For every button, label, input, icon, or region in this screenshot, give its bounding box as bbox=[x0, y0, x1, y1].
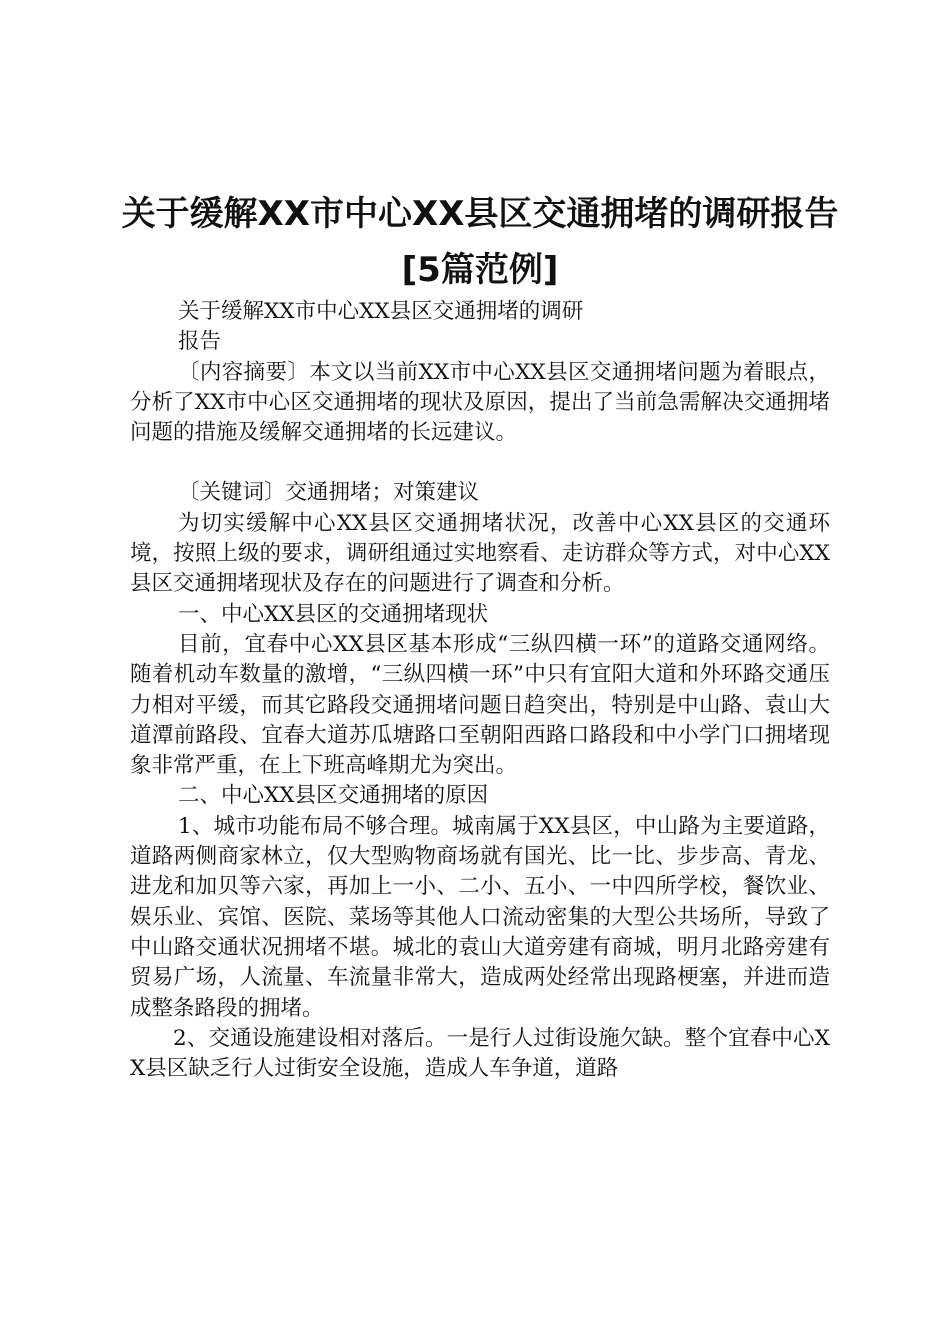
paragraph-intro: 为切实缓解中心XX县区交通拥堵状况，改善中心XX县区的交通环境，按照上级的要求，调研组通过实地察看、走访群众等方式，对中心XX县区交通拥堵现状及存在的问题进行了调查和分析。 bbox=[130, 510, 830, 597]
paragraph-abstract: 〔内容摘要〕本文以当前XX市中心XX县区交通拥堵问题为着眼点，分析了XX市中心区交通拥堵的现状及原因，提出了当前急需解决交通拥堵问题的措施及缓解交通拥堵的长远建议。 bbox=[130, 359, 830, 446]
paragraph-cause-2: 2、交通设施建设相对落后。一是行人过街设施欠缺。整个宜春中心XX县区缺乏行人过街安全设施，造成人车争道，道路 bbox=[130, 1025, 830, 1082]
paragraph-keywords: 〔关键词〕交通拥堵；对策建议 bbox=[178, 480, 480, 506]
paragraph-subtitle-line1: 关于缓解XX市中心XX县区交通拥堵的调研 bbox=[178, 299, 584, 324]
paragraph-status: 目前，宜春中心XX县区基本形成“三纵四横一环”的道路交通网络。随着机动车数量的激增，“三纵四横一环”中只有宜阳大道和外环路交通压力相对平缓，而其它路段交通拥堵问题日趋突出，特别是中山路、袁山大道潭前路段、宜春大道苏瓜塘路口至朝阳西路口路段和中小学门口拥堵现象非常严重，在上下班高峰期尤为突出。 bbox=[130, 631, 830, 779]
section-heading-causes: 二、中心XX县区交通拥堵的原因 bbox=[178, 783, 489, 809]
section-heading-status: 一、中心XX县区的交通拥堵现状 bbox=[178, 601, 489, 627]
paragraph-subtitle-line2: 报告 bbox=[178, 329, 222, 355]
document-body bbox=[130, 297, 830, 1084]
paragraph-cause-1: 1、城市功能布局不够合理。城南属于XX县区，中山路为主要道路，道路两侧商家林立，仅大型购物商场就有国光、比一比、步步高、青龙、进龙和加贝等六家，再加上一小、二小、五小、一中四所学校，餐饮业、娱乐业、宾馆、医院、菜场等其他人口流动密集的大型公共场所，导致了中山路交通状况拥堵不堪。城北的袁山大道旁建有商城，明月北路旁建有贸易广场，人流量、车流量非常大，造成两处经常出现路梗塞，并进而造成整条路段的拥堵。 bbox=[130, 813, 830, 1021]
document-title: 关于缓解XX市中心XX县区交通拥堵的调研报告[5篇范例] bbox=[121, 194, 839, 290]
document-page bbox=[121, 0, 839, 1344]
